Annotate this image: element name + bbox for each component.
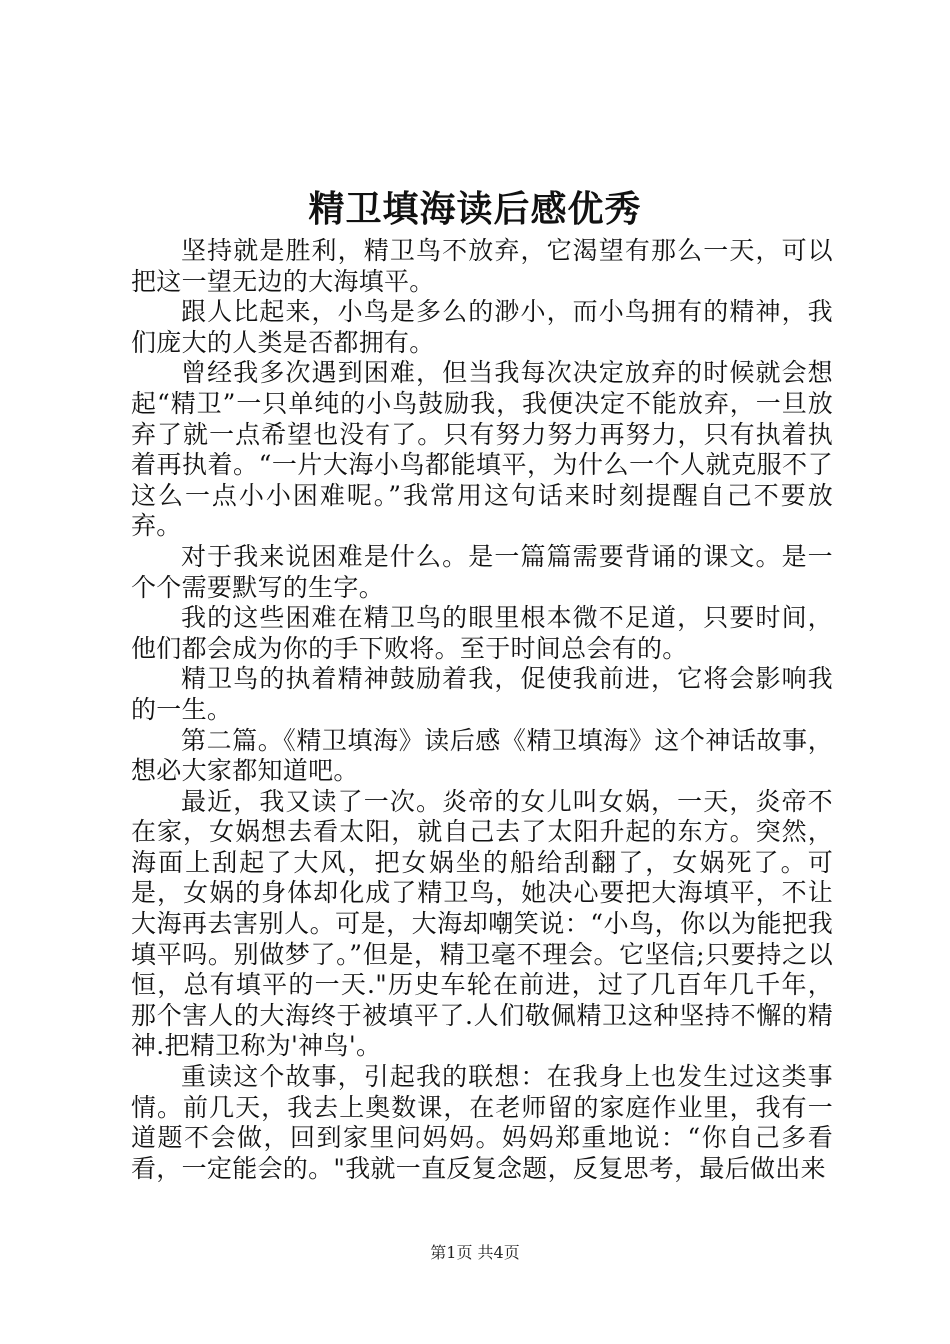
page-title: 精卫填海读后感优秀 <box>308 188 642 230</box>
document-body <box>131 236 833 1184</box>
page-number-footer: 第1页 共4页 <box>430 1243 520 1262</box>
paragraph: 跟人比起来，小鸟是多么的渺小，而小鸟拥有的精神，我们庞大的人类是否都拥有。 <box>131 297 833 357</box>
paragraph: 重读这个故事，引起我的联想：在我身上也发生过这类事情。前几天，我去上奥数课，在老师留的家庭作业里，我有一道题不会做，回到家里问妈妈。妈妈郑重地说：“你自己多看看，一定能会的。"我就一直反复念题，反复思考，最后做出来 <box>131 1062 833 1183</box>
paragraph: 第二篇。《精卫填海》读后感《精卫填海》这个神话故事，想必大家都知道吧。 <box>131 725 833 786</box>
paragraph: 曾经我多次遇到困难，但当我每次决定放弃的时候就会想起“精卫”一只单纯的小鸟鼓励我，我便决定不能放弃，一旦放弃了就一点希望也没有了。只有努力努力再努力，只有执着执着再执着。“一片大海小鸟都能填平，为什么一个人就克服不了这么一点小小困难呢。”我常用这句话来时刻提醒自己不要放弃。 <box>131 358 833 541</box>
paragraph: 我的这些困难在精卫鸟的眼里根本微不足道，只要时间，他们都会成为你的手下败将。至于时间总会有的。 <box>131 603 833 663</box>
paragraph: 最近，我又读了一次。炎帝的女儿叫女娲，一天，炎帝不在家，女娲想去看太阳，就自己去了太阳升起的东方。突然，海面上刮起了大风，把女娲坐的船给刮翻了，女娲死了。可是，女娲的身体却化成了精卫鸟，她决心要把大海填平，不让大海再去害别人。可是，大海却嘲笑说：“小鸟，你以为能把我填平吗。别做梦了。”但是，精卫毫不理会。它坚信;只要持之以恒，总有填平的一天."历史车轮在前进，过了几百年几千年，那个害人的大海终于被填平了.人们敬佩精卫这种坚持不懈的精神.把精卫称为'神鸟'。 <box>131 786 833 1061</box>
paragraph: 坚持就是胜利，精卫鸟不放弃，它渴望有那么一天，可以把这一望无边的大海填平。 <box>131 236 833 296</box>
paragraph: 对于我来说困难是什么。是一篇篇需要背诵的课文。是一个个需要默写的生字。 <box>131 541 833 602</box>
paragraph: 精卫鸟的执着精神鼓励着我，促使我前进，它将会影响我的一生。 <box>131 664 833 724</box>
